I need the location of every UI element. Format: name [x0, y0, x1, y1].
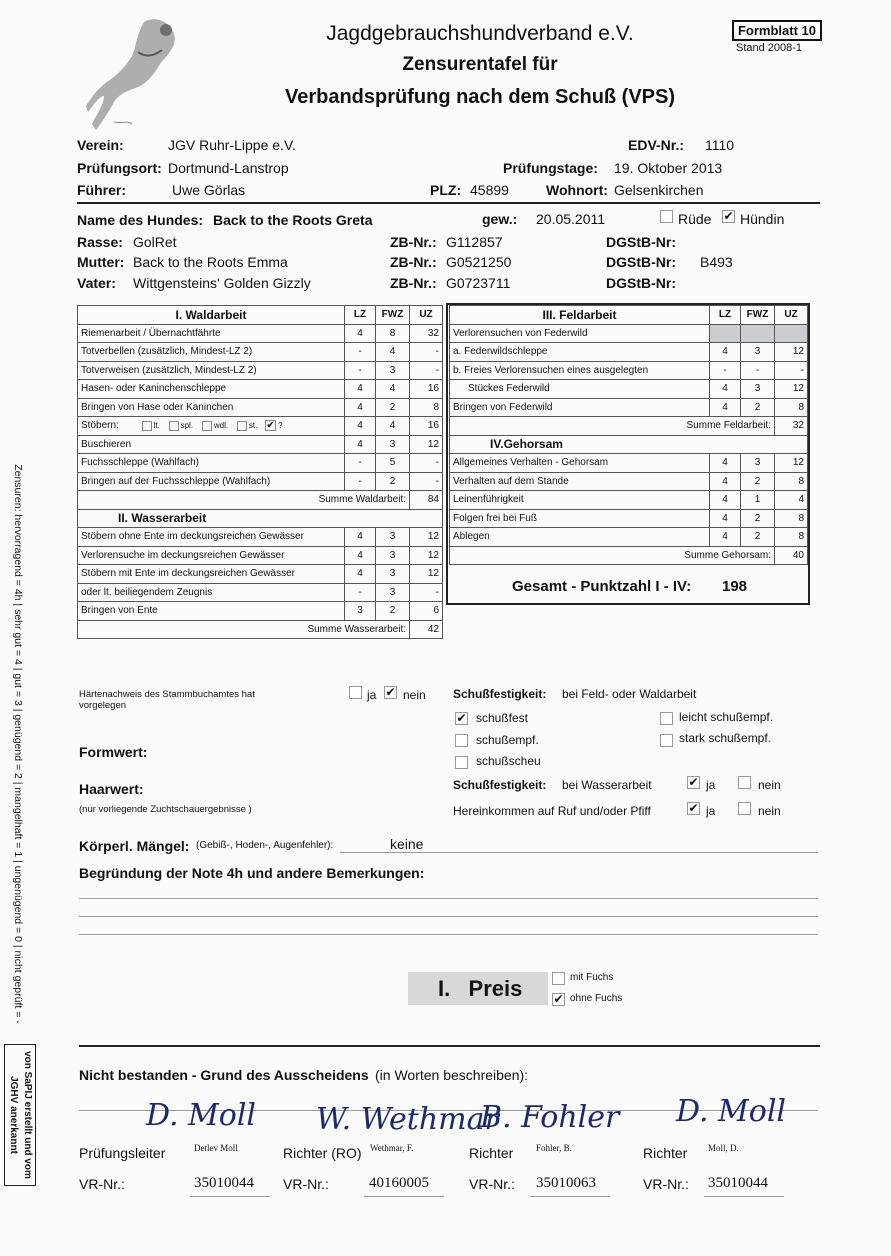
haerte-label: Härtenachweis des Stammbuchamtes hat vorgelegen — [79, 689, 255, 711]
vater-label: Vater: — [77, 275, 116, 291]
uz-cell: 12 — [410, 435, 443, 454]
fwz-cell: 4 — [376, 380, 410, 399]
verein-value: JGV Ruhr-Lippe e.V. — [168, 137, 296, 153]
table-row — [78, 565, 443, 584]
fuehrer-value: Uwe Görlas — [172, 182, 246, 198]
formwert-label: Formwert: — [79, 744, 148, 760]
gehorsam-sum-value: 40 — [775, 546, 808, 565]
vr-value-2: 40160005 — [369, 1175, 429, 1191]
row-label: Totverweisen (zusätzlich, Mindest-LZ 2) — [78, 361, 345, 380]
row-label: Stöbern: — [81, 420, 119, 432]
lz-cell: 4 — [710, 491, 741, 510]
herein-nein-checkbox[interactable] — [738, 802, 751, 815]
table-row — [78, 546, 443, 565]
row-label: Buschieren — [78, 435, 345, 454]
dog-name-value: Back to the Roots Greta — [213, 212, 373, 228]
wasser-nein-checkbox[interactable] — [738, 776, 751, 789]
schussfest-checkbox[interactable]: ✔ — [456, 711, 467, 725]
uz-cell — [775, 324, 808, 343]
lz-cell: - — [345, 472, 376, 491]
vr-label-2: VR-Nr.: — [283, 1176, 329, 1192]
row-label: Verlorensuche im deckungsreichen Gewässer — [78, 546, 345, 565]
opt-label: lt. — [153, 421, 160, 431]
uz-cell: 8 — [775, 528, 808, 547]
row-label: Riemenarbeit / Übernachtfährte — [78, 324, 345, 343]
fwz-cell — [741, 324, 775, 343]
ort-value: Dortmund-Lanstrop — [168, 160, 289, 176]
koerper-label: Körperl. Mängel: — [79, 838, 190, 854]
fwz-cell: 3 — [741, 380, 775, 399]
herein-ja-label: ja — [706, 804, 716, 818]
lz-cell: - — [345, 454, 376, 473]
wasser-ja-checkbox[interactable]: ✔ — [688, 775, 699, 789]
table-row — [78, 435, 443, 454]
wohnort-label: Wohnort: — [546, 182, 608, 198]
row-label: Bringen auf der Fuchsschleppe (Wahlfach) — [78, 472, 345, 491]
rasse-label: Rasse: — [77, 234, 123, 250]
signature-3: B. Fohler — [480, 1100, 620, 1135]
sapij-box: von SaPIJ erstellt und vom JGHV anerkannt — [4, 1044, 36, 1186]
feld-gehorsam-table — [449, 305, 808, 565]
row-label: Verlorensuchen von Federwild — [450, 324, 710, 343]
row-label: Verhalten auf dem Stande — [450, 472, 710, 491]
uz-cell: 12 — [410, 546, 443, 565]
rule — [340, 852, 818, 853]
lz-cell: 4 — [710, 472, 741, 491]
uz-cell: 8 — [775, 398, 808, 417]
row-label: Totverbellen (zusätzlich, Mindest-LZ 2) — [78, 343, 345, 362]
koerper-sub: (Gebiß-, Hoden-, Augenfehler): — [196, 840, 334, 851]
table-row — [78, 324, 443, 343]
stoebern-cell — [78, 417, 345, 436]
edv-label: EDV-Nr.: — [628, 137, 685, 153]
table-row — [450, 343, 808, 362]
haarwert-label: Haarwert: — [79, 781, 144, 797]
uz-cell: - — [410, 361, 443, 380]
form-number: Formblatt 10 — [732, 20, 822, 41]
table-row — [450, 491, 808, 510]
zb-label: ZB-Nr.: — [390, 234, 437, 250]
signer-name-1: Detlev Moll — [194, 1143, 238, 1153]
fwz-cell: 4 — [376, 343, 410, 362]
table-row — [78, 361, 443, 380]
col-lz: LZ — [345, 306, 376, 325]
scheu-checkbox[interactable] — [455, 756, 468, 769]
total-value: 198 — [722, 578, 748, 595]
schuss-label-1: Schußfestigkeit: — [453, 687, 547, 701]
vater-value: Wittgensteins' Golden Gizzly — [133, 275, 311, 291]
scheu-label: schußscheu — [476, 754, 541, 768]
row-label: Folgen frei bei Fuß — [450, 509, 710, 528]
uz-cell: 12 — [775, 380, 808, 399]
dgstb-mutter-value: B493 — [700, 254, 733, 270]
lz-cell: 4 — [710, 343, 741, 362]
table-row — [450, 509, 808, 528]
form-stand: Stand 2008-1 — [736, 42, 803, 54]
gew-label: gew.: — [482, 211, 518, 227]
table-row — [78, 398, 443, 417]
opt-label: wdl. — [213, 421, 229, 431]
lz-cell: 4 — [345, 380, 376, 399]
fwz-cell: 4 — [376, 417, 410, 436]
col-fwz: FWZ — [741, 306, 775, 325]
ruede-checkbox[interactable] — [660, 210, 673, 223]
signer-name-3: Fohler, B. — [536, 1143, 572, 1153]
gew-value: 20.05.2011 — [536, 211, 606, 227]
row-label: a. Federwildschleppe — [450, 343, 710, 362]
divider — [77, 202, 820, 204]
rule — [190, 1196, 270, 1197]
fwz-cell: 2 — [376, 398, 410, 417]
signer-name-4: Moll, D. — [708, 1143, 739, 1153]
fwz-cell: 2 — [376, 472, 410, 491]
feld-sum-value: 32 — [775, 417, 808, 436]
stark-label: stark schußempf. — [679, 731, 772, 745]
schuss-sub-1: bei Feld- oder Waldarbeit — [562, 687, 697, 701]
tage-label: Prüfungstage: — [503, 160, 598, 176]
verein-label: Verein: — [77, 137, 124, 153]
edv-value: 1110 — [705, 137, 735, 153]
lz-cell: - — [345, 583, 376, 602]
row-label: Fuchsschleppe (Wahlfach) — [78, 454, 345, 473]
stoebern-opt-wdl[interactable] — [202, 421, 212, 431]
uz-cell: 8 — [775, 509, 808, 528]
uz-cell: - — [410, 583, 443, 602]
wasser-header: II. Wasserarbeit — [78, 509, 443, 528]
col-uz: UZ — [410, 306, 443, 325]
fuehrer-label: Führer: — [77, 182, 126, 198]
wohnort-value: Gelsenkirchen — [614, 182, 704, 198]
fwz-cell: 2 — [741, 509, 775, 528]
schuss-label-2: Schußfestigkeit: — [453, 778, 547, 792]
mit-fuchs-label: mit Fuchs — [570, 972, 614, 983]
signer-name-2: Wethmar, F. — [370, 1143, 414, 1153]
stoebern-opt-lt[interactable] — [142, 421, 152, 431]
herein-ja-checkbox[interactable]: ✔ — [688, 801, 699, 815]
stark-checkbox[interactable] — [660, 734, 673, 747]
col-fwz: FWZ — [376, 306, 410, 325]
col-uz: UZ — [775, 306, 808, 325]
herein-label: Hereinkommen auf Ruf und/oder Pfiff — [453, 804, 651, 818]
empf-label: schußempf. — [476, 733, 539, 747]
row-label: Stöbern mit Ente im deckungsreichen Gewässer — [78, 565, 345, 584]
stoebern-opt-spl[interactable] — [169, 421, 179, 431]
fwz-cell: 2 — [376, 602, 410, 621]
zb-vater-label: ZB-Nr.: — [390, 275, 437, 291]
uz-cell: 16 — [410, 417, 443, 436]
uz-cell: - — [410, 472, 443, 491]
table-row — [78, 380, 443, 399]
rasse-value: GolRet — [133, 234, 177, 250]
table-row — [78, 583, 443, 602]
vr-label-1: VR-Nr.: — [79, 1176, 125, 1192]
fwz-cell: 3 — [376, 565, 410, 584]
uz-cell: 12 — [410, 528, 443, 547]
leicht-label: leicht schußempf. — [679, 710, 774, 724]
lz-cell: 4 — [710, 398, 741, 417]
plz-value: 45899 — [470, 182, 509, 198]
uz-cell: - — [410, 343, 443, 362]
uz-cell: 16 — [410, 380, 443, 399]
table-row — [450, 398, 808, 417]
vr-value-3: 35010063 — [536, 1175, 596, 1191]
fwz-cell: 2 — [741, 528, 775, 547]
wald-wasser-table — [77, 305, 443, 639]
dgstb-label: DGStB-Nr: — [606, 234, 676, 250]
signer-role-4: Richter — [643, 1145, 688, 1161]
org-name: Jagdgebrauchshundverband e.V. — [326, 22, 634, 45]
signature-1: D. Moll — [146, 1098, 257, 1133]
rule — [79, 898, 818, 899]
opt-label: st. — [248, 421, 258, 431]
wasser-sum-label: Summe Wasserarbeit: — [78, 620, 410, 639]
stoebern-opt-checked[interactable]: ✔ — [266, 420, 275, 432]
lz-cell: 4 — [710, 509, 741, 528]
herein-nein-label: nein — [758, 804, 781, 818]
uz-cell: 12 — [775, 343, 808, 362]
title-line-1: Zensurentafel für — [402, 54, 558, 75]
wald-sum-value: 84 — [410, 491, 443, 510]
row-label: Bringen von Hase oder Kaninchen — [78, 398, 345, 417]
wasser-ja-label: ja — [706, 778, 716, 792]
mutter-value: Back to the Roots Emma — [133, 254, 288, 270]
fwz-cell: - — [741, 361, 775, 380]
lz-cell: 4 — [345, 324, 376, 343]
haerte-nein-label: nein — [403, 688, 426, 702]
lz-cell: 4 — [345, 417, 376, 436]
row-label: Stückes Federwild — [450, 380, 710, 399]
huendin-checkbox[interactable]: ✔ — [723, 209, 734, 223]
grading-legend: Zensuren: hervorragend = 4h | sehr gut = 4 | gut = 3 | genügend = 2 | mangelhaft = 1 | ungenügend = 0 | nicht geprüft = - — [12, 464, 24, 1024]
table-row — [450, 528, 808, 547]
stoebern-opt-st[interactable] — [237, 421, 247, 431]
vr-value-4: 35010044 — [708, 1175, 768, 1191]
begruendung-label: Begründung der Note 4h und andere Bemerkungen: — [79, 865, 425, 881]
signer-role-1: Prüfungsleiter — [79, 1145, 166, 1161]
lz-cell: 4 — [345, 528, 376, 547]
uz-cell: 12 — [410, 565, 443, 584]
total-label: Gesamt - Punktzahl I - IV: — [512, 578, 692, 595]
ruede-label: Rüde — [678, 211, 712, 227]
fwz-cell: 5 — [376, 454, 410, 473]
lz-cell: 4 — [710, 454, 741, 473]
dgstb-vater-label: DGStB-Nr: — [606, 275, 676, 291]
lz-cell: 4 — [710, 380, 741, 399]
table-row-stoebern — [78, 417, 443, 436]
table-row — [78, 343, 443, 362]
rule — [530, 1196, 610, 1197]
signature-4: D. Moll — [676, 1094, 787, 1129]
zb-mutter-label: ZB-Nr.: — [390, 254, 437, 270]
rule — [704, 1196, 784, 1197]
zb-vater-value: G0723711 — [446, 275, 511, 291]
divider — [79, 1045, 820, 1047]
opt-label: ? — [278, 421, 283, 431]
table-row — [450, 380, 808, 399]
vr-label-4: VR-Nr.: — [643, 1176, 689, 1192]
table-row — [78, 602, 443, 621]
lz-cell: 4 — [345, 565, 376, 584]
koerper-value: keine — [390, 836, 424, 852]
haerte-ja-label: ja — [367, 688, 377, 702]
lz-cell: 4 — [345, 435, 376, 454]
zb-value: G112857 — [446, 234, 503, 250]
nicht-sub: (in Worten beschreiben): — [375, 1067, 529, 1083]
lz-cell: 3 — [345, 602, 376, 621]
row-label: Ablegen — [450, 528, 710, 547]
row-label: b. Freies Verlorensuchen eines ausgelegten — [450, 361, 710, 380]
signature-2: W. Wethmar — [316, 1102, 499, 1137]
uz-cell: 6 — [410, 602, 443, 621]
table-row — [78, 528, 443, 547]
title-line-2: Verbandsprüfung nach dem Schuß (VPS) — [284, 86, 676, 108]
lz-cell: 4 — [710, 528, 741, 547]
fwz-cell: 3 — [376, 361, 410, 380]
table-row — [450, 472, 808, 491]
dog-name-label: Name des Hundes: — [77, 212, 204, 228]
fwz-cell: 3 — [741, 454, 775, 473]
rule — [79, 934, 818, 935]
fwz-cell: 2 — [741, 472, 775, 491]
lz-cell: - — [345, 361, 376, 380]
huendin-label: Hündin — [740, 211, 785, 227]
row-label: Allgemeines Verhalten - Gehorsam — [450, 454, 710, 473]
row-label: Bringen von Federwild — [450, 398, 710, 417]
table-row — [450, 454, 808, 473]
tage-value: 19. Oktober 2013 — [614, 160, 723, 176]
vr-label-3: VR-Nr.: — [469, 1176, 515, 1192]
empf-checkbox[interactable] — [455, 734, 468, 747]
col-lz: LZ — [710, 306, 741, 325]
plz-label: PLZ: — [430, 182, 462, 198]
table-row — [78, 454, 443, 473]
fwz-cell: 3 — [376, 435, 410, 454]
row-label: Leinenführigkeit — [450, 491, 710, 510]
lz-cell — [710, 324, 741, 343]
leicht-checkbox[interactable] — [660, 712, 673, 725]
lz-cell: - — [710, 361, 741, 380]
preis-label: I. Preis — [438, 976, 523, 1001]
gehorsam-sum-label: Summe Gehorsam: — [450, 546, 775, 565]
lz-cell: - — [345, 343, 376, 362]
row-label: oder lt. beiliegendem Zeugnis — [78, 583, 345, 602]
feld-header: III. Feldarbeit — [450, 306, 710, 325]
uz-cell: - — [410, 454, 443, 473]
uz-cell: 4 — [775, 491, 808, 510]
fwz-cell: 1 — [741, 491, 775, 510]
ohne-fuchs-checkbox[interactable]: ✔ — [553, 992, 564, 1006]
row-label: Bringen von Ente — [78, 602, 345, 621]
uz-cell: 32 — [410, 324, 443, 343]
vr-value-1: 35010044 — [194, 1175, 254, 1191]
feld-sum-label: Summe Feldarbeit: — [450, 417, 775, 436]
schuss-sub-2: bei Wasserarbeit — [562, 778, 652, 792]
zucht-note: (nur vorliegende Zuchtschauergebnisse ) — [79, 804, 252, 815]
haerte-ja-checkbox[interactable] — [349, 686, 362, 699]
rule — [364, 1196, 444, 1197]
mutter-label: Mutter: — [77, 254, 125, 270]
zb-mutter-value: G0521250 — [446, 254, 512, 270]
table-row — [450, 324, 808, 343]
opt-label: spl. — [180, 421, 194, 431]
fwz-cell: 3 — [376, 528, 410, 547]
nicht-label: Nicht bestanden - Grund des Ausscheidens — [79, 1067, 369, 1083]
signer-role-2: Richter (RO) — [283, 1145, 362, 1161]
row-label: Hasen- oder Kaninchenschleppe — [78, 380, 345, 399]
dog-logo — [74, 12, 184, 137]
uz-cell: 8 — [410, 398, 443, 417]
row-label: Stöbern ohne Ente im deckungsreichen Gewässer — [78, 528, 345, 547]
fwz-cell: 2 — [741, 398, 775, 417]
wasser-nein-label: nein — [758, 778, 781, 792]
lz-cell: 4 — [345, 398, 376, 417]
rule — [79, 916, 818, 917]
lz-cell: 4 — [345, 546, 376, 565]
mit-fuchs-checkbox[interactable] — [552, 972, 565, 985]
signer-role-3: Richter — [469, 1145, 514, 1161]
haerte-nein-checkbox[interactable]: ✔ — [385, 685, 396, 699]
fwz-cell: 3 — [376, 546, 410, 565]
table-row — [78, 472, 443, 491]
gehorsam-header: IV.Gehorsam — [450, 435, 808, 454]
schussfest-label: schußfest — [476, 711, 529, 725]
wald-header: I. Waldarbeit — [78, 306, 345, 325]
wasser-sum-value: 42 — [410, 620, 443, 639]
dgstb-mutter-label: DGStB-Nr: — [606, 254, 676, 270]
uz-cell: 12 — [775, 454, 808, 473]
uz-cell: 8 — [775, 472, 808, 491]
uz-cell: - — [775, 361, 808, 380]
wald-sum-label: Summe Waldarbeit: — [78, 491, 410, 510]
ohne-fuchs-label: ohne Fuchs — [570, 993, 623, 1004]
ort-label: Prüfungsort: — [77, 160, 162, 176]
fwz-cell: 3 — [376, 583, 410, 602]
fwz-cell: 8 — [376, 324, 410, 343]
table-row — [450, 361, 808, 380]
fwz-cell: 3 — [741, 343, 775, 362]
